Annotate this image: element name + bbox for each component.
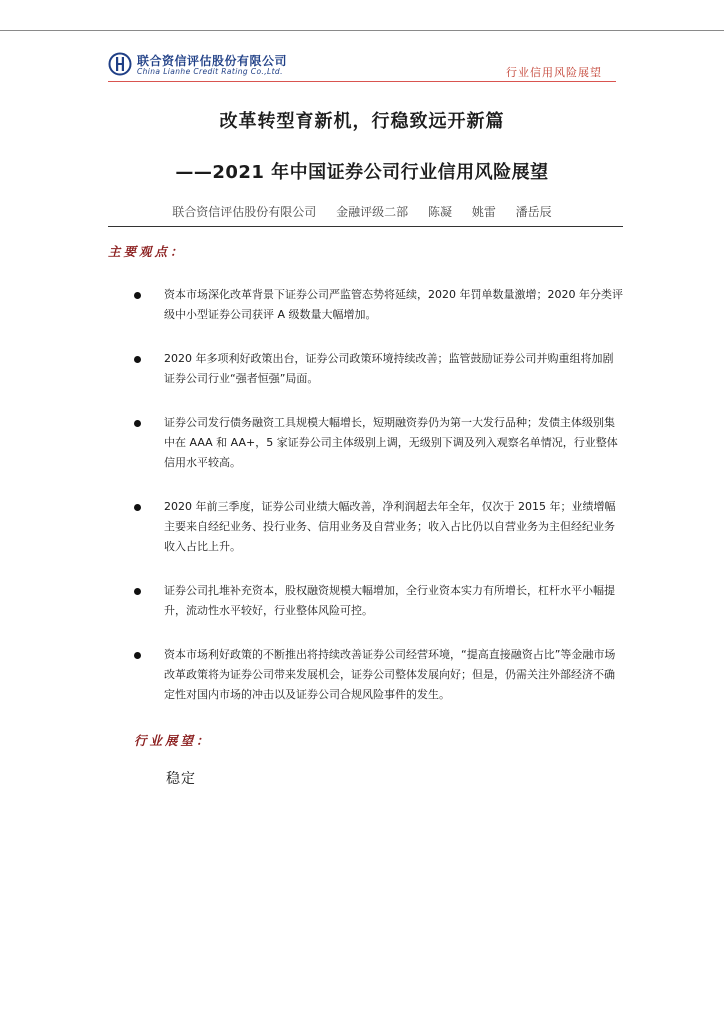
author-name: 潘岳辰: [515, 205, 552, 219]
key-points-heading: 主要观点：: [108, 244, 186, 259]
report-type-tag: 行业信用风险展望: [506, 66, 602, 79]
lianhe-logo-icon: [108, 52, 132, 76]
point-text: 资本市场利好政策的不断推出将持续改善证券公司经营环境，“提高直接融资占比”等金融市场改革政策将为证券公司带来发展机会，证券公司整体发展向好；但是，仍需关注外部经济不确定性对国内市场的冲击以及证券公司合规风险事件的发生。: [164, 648, 616, 701]
list-item: [134, 349, 624, 389]
point-text: 证券公司扎堆补充资本，股权融资规模大幅增加，全行业资本实力有所增长，杠杆水平小幅提升，流动性水平较好，行业整体风险可控。: [164, 584, 615, 617]
report-subtitle: ——2021 年中国证券公司行业信用风险展望: [175, 162, 549, 183]
point-text: 2020 年多项利好政策出台，证券公司政策环境持续改善；监管鼓励证券公司并购重组将加剧证券公司行业“强者恒强”局面。: [164, 352, 614, 385]
author-line: [0, 203, 724, 220]
bullet-icon: [134, 504, 141, 511]
point-text: 2020 年前三季度，证券公司业绩大幅改善，净利润超去年全年，仅次于 2015 年；业绩增幅主要来自经纪业务、投行业务、信用业务及自营业务；收入占比仍以自营业务为主但经纪业务收入占比上升。: [164, 500, 616, 553]
report-title: 改革转型育新机，行稳致远开新篇: [219, 111, 505, 132]
company-name-en: China Lianhe Credit Rating Co.,Ltd.: [137, 67, 283, 76]
bullet-icon: [134, 588, 141, 595]
company-name-cn: 联合资信评估股份有限公司: [137, 54, 288, 68]
bullet-icon: [134, 292, 141, 299]
list-item: [134, 413, 624, 473]
header-divider: [108, 81, 616, 82]
author-dept: 金融评级二部: [336, 205, 409, 219]
outlook-value: 稳定: [166, 771, 196, 787]
author-name: 姚雷: [471, 205, 496, 219]
bullet-icon: [134, 420, 141, 427]
author-name: 陈凝: [427, 205, 452, 219]
point-text: 证券公司发行债务融资工具规模大幅增长，短期融资券仍为第一大发行品种；发债主体级别集中在 AAA 和 AA+，5 家证券公司主体级别上调，无级别下调及列入观察名单情况，行业整体信用水平较高。: [164, 416, 618, 469]
author-org: 联合资信评估股份有限公司: [172, 205, 317, 219]
key-points-list: [134, 285, 624, 705]
bullet-icon: [134, 652, 141, 659]
top-divider: [0, 30, 724, 31]
list-item: [134, 645, 624, 705]
title-divider: [108, 226, 623, 227]
outlook-heading: 行业展望：: [134, 733, 212, 748]
list-item: [134, 497, 624, 557]
list-item: [134, 581, 624, 621]
point-text: 资本市场深化改革背景下证券公司严监管态势将延续，2020 年罚单数量激增；2020 年分类评级中小型证券公司获评 A 级数量大幅增加。: [164, 288, 623, 321]
bullet-icon: [134, 356, 141, 363]
list-item: [134, 285, 624, 325]
